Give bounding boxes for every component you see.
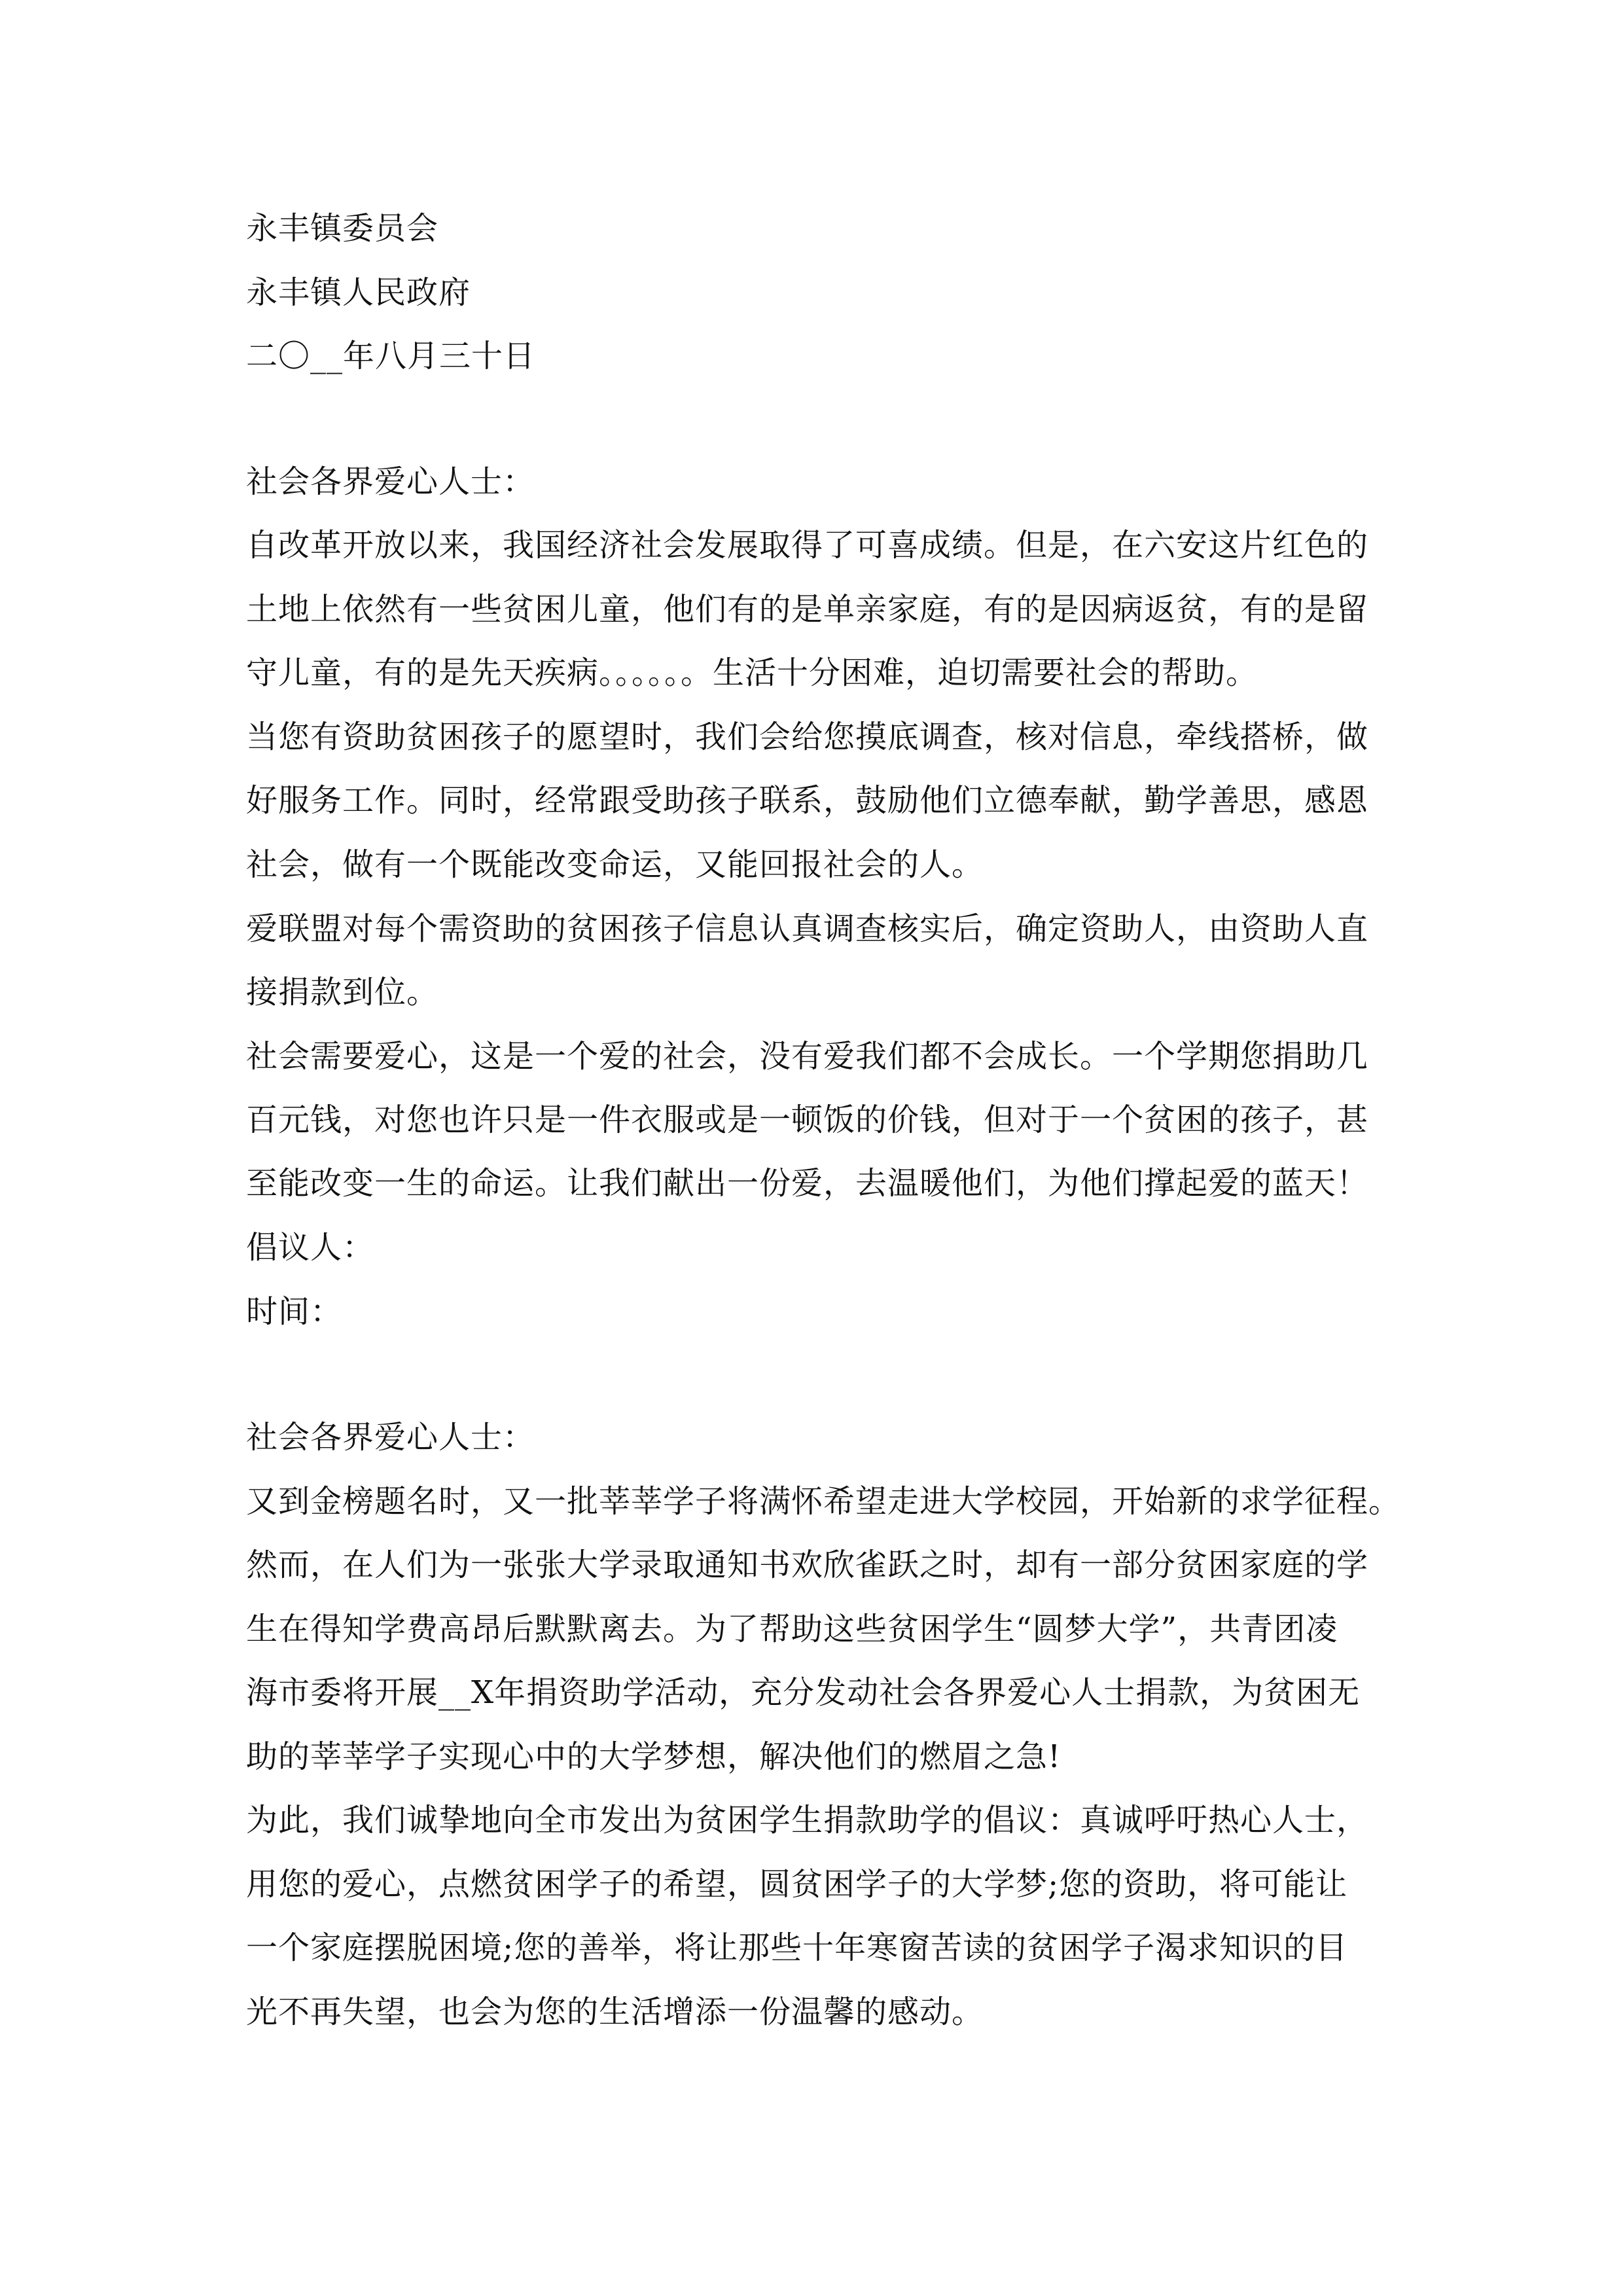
letter2-line: 生在得知学费高昂后默默离去。为了帮助这些贫困学生“圆梦大学”，共青团凌 bbox=[246, 1611, 1338, 1647]
time-label: 时间： bbox=[246, 1293, 343, 1330]
letter1-line: 至能改变一生的命运。让我们献出一份爱，去温暖他们，为他们撑起爱的蓝天！ bbox=[246, 1165, 1369, 1202]
letter1-line: 土地上依然有一些贫困儿童，他们有的是单亲家庭，有的是因病返贫，有的是留 bbox=[246, 591, 1369, 628]
letter2-line: 用您的爱心，点燃贫困学子的希望，圆贫困学子的大学梦;您的资助，将可能让 bbox=[246, 1866, 1348, 1903]
org-name-government: 永丰镇人民政府 bbox=[246, 274, 471, 311]
letter1-line: 社会需要爱心，这是一个爱的社会，没有爱我们都不会成长。一个学期您捐助几 bbox=[246, 1038, 1369, 1075]
letter2-line: 为此，我们诚挚地向全市发出为贫困学生捐款助学的倡议：真诚呼吁热心人士， bbox=[246, 1802, 1369, 1839]
letter2-line: 海市委将开展__X年捐资助学活动，充分发动社会各界爱心人士捐款，为贫困无 bbox=[246, 1674, 1361, 1711]
letter1-line: 社会，做有一个既能改变命运，又能回报社会的人。 bbox=[246, 846, 984, 883]
letter1-line: 爱联盟对每个需资助的贫困孩子信息认真调查核实后，确定资助人，由资助人直 bbox=[246, 910, 1369, 947]
letter1-line: 当您有资助贫困孩子的愿望时，我们会给您摸底调查，核对信息，牵线搭桥，做 bbox=[246, 719, 1369, 755]
letter1-line: 接捐款到位。 bbox=[246, 974, 439, 1011]
letter1-line: 好服务工作。同时，经常跟受助孩子联系，鼓励他们立德奉献，勤学善思，感恩 bbox=[246, 782, 1369, 819]
letter1-salutation: 社会各界爱心人士： bbox=[246, 463, 535, 500]
letter2-line: 又到金榜题名时，又一批莘莘学子将满怀希望走进大学校园，开始新的求学征程。 bbox=[246, 1483, 1401, 1520]
letter2-line: 助的莘莘学子实现心中的大学梦想，解决他们的燃眉之急! bbox=[246, 1738, 1061, 1775]
org-name-committee: 永丰镇委员会 bbox=[246, 210, 439, 247]
letter2-salutation: 社会各界爱心人士： bbox=[246, 1419, 535, 1456]
issue-date: 二〇__年八月三十日 bbox=[246, 338, 536, 374]
proposer-label: 倡议人： bbox=[246, 1229, 375, 1266]
letter1-line: 守儿童，有的是先天疾病。。。。。。生活十分困难，迫切需要社会的帮助。 bbox=[246, 655, 1258, 691]
letter2-line: 光不再失望，也会为您的生活增添一份温馨的感动。 bbox=[246, 1994, 984, 2030]
letter2-line: 一个家庭摆脱困境;您的善举，将让那些十年寒窗苦读的贫困学子渴求知识的目 bbox=[246, 1929, 1348, 1966]
letter1-line: 百元钱，对您也许只是一件衣服或是一顿饭的价钱，但对于一个贫困的孩子，甚 bbox=[246, 1102, 1369, 1138]
letter2-line: 然而，在人们为一张张大学录取通知书欢欣雀跃之时，却有一部分贫困家庭的学 bbox=[246, 1547, 1369, 1583]
letter1-line: 自改革开放以来，我国经济社会发展取得了可喜成绩。但是，在六安这片红色的 bbox=[246, 527, 1369, 564]
